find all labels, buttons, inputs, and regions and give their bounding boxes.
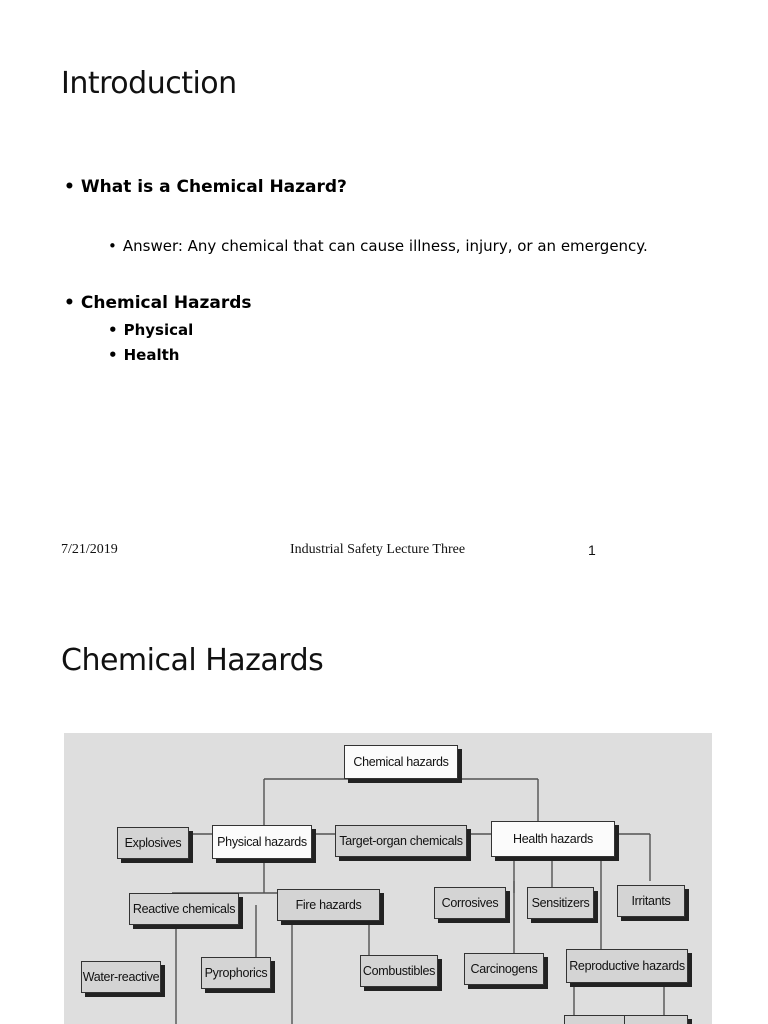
node-combustibles: Combustibles <box>360 955 438 987</box>
bullet-text: What is a Chemical Hazard? <box>80 177 347 197</box>
bullet-answer <box>108 237 648 255</box>
hazard-classification-diagram <box>64 733 712 1024</box>
bullet-text: Chemical Hazards <box>80 293 252 313</box>
bullet-health <box>108 346 179 364</box>
footer-title: Industrial Safety Lecture Three <box>290 542 466 557</box>
node-reproductive-hazards: Reproductive hazards <box>566 949 688 983</box>
node-target-organ-chemicals: Target-organ chemicals <box>335 825 467 857</box>
node-irritants: Irritants <box>617 885 685 917</box>
bullet-text: Health <box>123 346 180 364</box>
node-water-reactive: Water-reactive <box>81 961 161 993</box>
bullet-chemical-hazards <box>64 293 252 313</box>
node-physical-hazards: Physical hazards <box>212 825 312 859</box>
node-fire-hazards: Fire hazards <box>277 889 380 921</box>
bullet-dot: • <box>108 346 118 364</box>
bullet-physical <box>108 321 193 339</box>
bullet-dot: • <box>64 293 75 313</box>
slide-title: Introduction <box>61 66 237 101</box>
bullet-dot: • <box>108 321 118 339</box>
node-carcinogens: Carcinogens <box>464 953 544 985</box>
footer-page-number: 1 <box>588 542 596 558</box>
node-partial-cutoff <box>564 1015 628 1024</box>
node-health-hazards: Health hazards <box>491 821 615 857</box>
bullet-what-is-chemical-hazard <box>64 177 347 197</box>
node-partial-cutoff <box>624 1015 688 1024</box>
bullet-dot: • <box>108 237 117 255</box>
slide-chemical-hazards <box>0 585 768 1024</box>
node-corrosives: Corrosives <box>434 887 506 919</box>
node-pyrophorics: Pyrophorics <box>201 957 271 989</box>
node-chemical-hazards: Chemical hazards <box>344 745 458 779</box>
node-reactive-chemicals: Reactive chemicals <box>129 893 239 925</box>
node-explosives: Explosives <box>117 827 189 859</box>
slide-title: Chemical Hazards <box>61 643 324 678</box>
bullet-text: Physical <box>123 321 194 339</box>
bullet-text: Answer: Any chemical that can cause illness, injury, or an emergency. <box>122 237 648 255</box>
node-sensitizers: Sensitizers <box>527 887 594 919</box>
footer-date: 7/21/2019 <box>61 542 118 557</box>
bullet-dot: • <box>64 177 75 197</box>
